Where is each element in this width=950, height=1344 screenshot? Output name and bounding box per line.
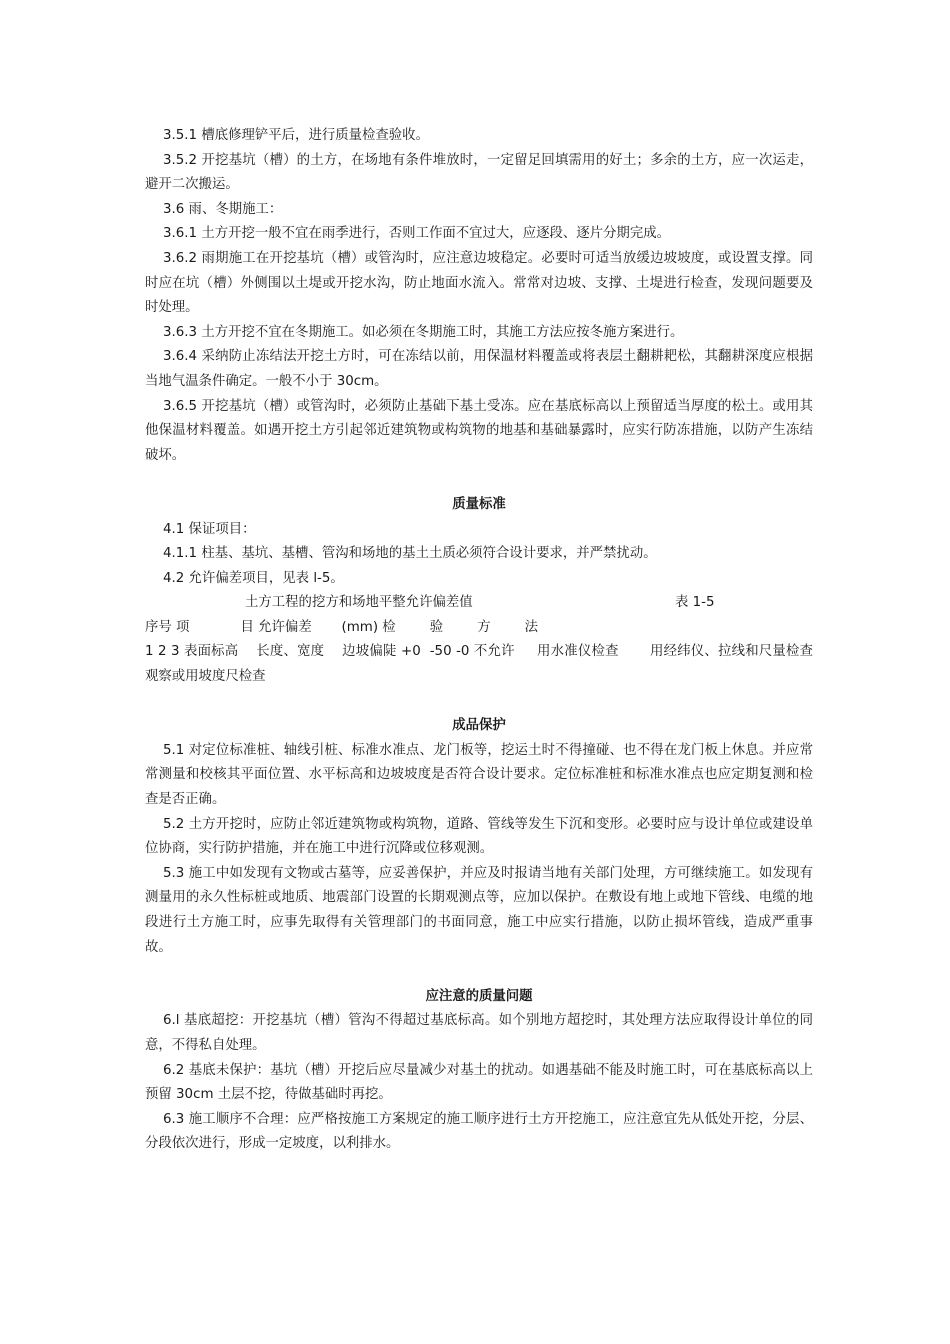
para-3-6: 3.6 雨、冬期施工：: [163, 201, 283, 217]
spacer: [145, 960, 813, 985]
spacer: [145, 468, 813, 493]
para-5-3: 5.3 施工中如发现有文物或古墓等，应妥善保护，并应及时报请当地有关部门处理，方可继续施工。如发现有测量用的永久性标桩或地质、地震部门设置的长期观测点等，应加以保护。在敷设有地上或地下管线、电缆的地段进行土方施工时，应事先取得有关管理部门的书面同意，施工中应实行措施，以防止损坏管线，造成严重事故。: [145, 865, 813, 955]
para-4-1: 4.1 保证项目：: [163, 521, 256, 537]
para-5-2: 5.2 土方开挖时，应防止邻近建筑物或构筑物，道路、管线等发生下沉和变形。必要时应与设计单位或建设单位协商，实行防护措施，并在施工中进行沉降或位移观测。: [145, 816, 813, 857]
table-body-text: 1 2 3 表面标高 长度、宽度 边坡偏陡 +0 -50 -0 不允许 用水准仪检查 用经纬仪、拉线和尺量检查 观察或用坡度尺检查: [145, 644, 843, 685]
para-3-6-1: 3.6.1 土方开挖一般不宜在雨季进行，否则工作面不宜过大，应逐段、逐片分期完成。: [163, 226, 670, 242]
table-header-row: 序号 项 目 允许偏差 (mm) 检 验 方 法: [145, 619, 539, 635]
table-caption-row: [145, 591, 813, 616]
para-3-6-5: 3.6.5 开挖基坑（槽）或管沟时，必须防止基础下基土受冻。应在基底标高以上预留适当厚度的松土。或用其他保温材料覆盖。如遇开挖土方引起邻近建筑物或构筑物的地基和基础暴露时，应实行防冻措施，以防产生冻结破坏。: [145, 398, 813, 463]
para-4-2: 4.2 允许偏差项目，见表 l-5。: [163, 570, 344, 586]
para-4-1-1: 4.1.1 柱基、基坑、基槽、管沟和场地的基土土质必须符合设计要求，并严禁扰动。: [163, 546, 657, 562]
spacer: [145, 690, 813, 715]
para-3-6-2: 3.6.2 雨期施工在开挖基坑（槽）或管沟时，应注意边坡稳定。必要时可适当放缓边坡坡度，或设置支撑。同时应在坑（槽）外侧围以土堤或开挖水沟，防止地面水流入。常常对边坡、支撑、土堤进行检查，发现问题要及时处理。: [145, 250, 813, 316]
heading-quality-issues: 应注意的质量问题: [425, 988, 533, 1004]
heading-product-protection: 成品保护: [452, 718, 506, 734]
heading-quality-standard: 质量标准: [452, 496, 506, 512]
para-5-1: 5.1 对定位标准桩、轴线引桩、标准水准点、龙门板等，挖运土时不得撞碰、也不得在龙门板上休息。并应常常测量和校核其平面位置、水平标高和边坡坡度是否符合设计要求。定位标准桩和标准水准点也应定期复测和检查是否正确。: [145, 742, 813, 808]
para-6-3: 6.3 施工顺序不合理：应严格按施工方案规定的施工顺序进行土方开挖施工，应注意宜先从低处开挖，分层、分段依次进行，形成一定坡度，以利排水。: [145, 1111, 813, 1152]
document-body: [145, 124, 843, 1157]
para-3-6-3: 3.6.3 土方开挖不宜在冬期施工。如必须在冬期施工时，其施工方法应按冬施方案进行。: [163, 324, 684, 340]
para-3-5-1: 3.5.1 槽底修理铲平后，进行质量检查验收。: [163, 128, 429, 143]
table-caption: 土方工程的挖方和场地平整允许偏差值: [245, 595, 473, 611]
table-number: 表 1-5: [675, 595, 715, 611]
para-3-5-2: 3.5.2 开挖基坑（槽）的土方，在场地有条件堆放时，一定留足回填需用的好土；多余的土方，应一次运走，避开二次搬运。: [145, 152, 813, 193]
para-3-6-4: 3.6.4 采纳防止冻结法开挖土方时，可在冻结以前，用保温材料覆盖或将表层土翻耕耙松，其翻耕深度应根据当地气温条件确定。一般不小于 30cm。: [145, 349, 813, 389]
para-6-2: 6.2 基底未保护：基坑（槽）开挖后应尽量减少对基土的扰动。如遇基础不能及时施工时，可在基底标高以上预留 30cm 土层不挖，待做基础时再挖。: [145, 1062, 813, 1103]
para-6-1: 6.l 基底超挖：开挖基坑（槽）管沟不得超过基底标高。如个别地方超挖时，其处理方法应取得设计单位的同意，不得私自处理。: [145, 1013, 813, 1053]
